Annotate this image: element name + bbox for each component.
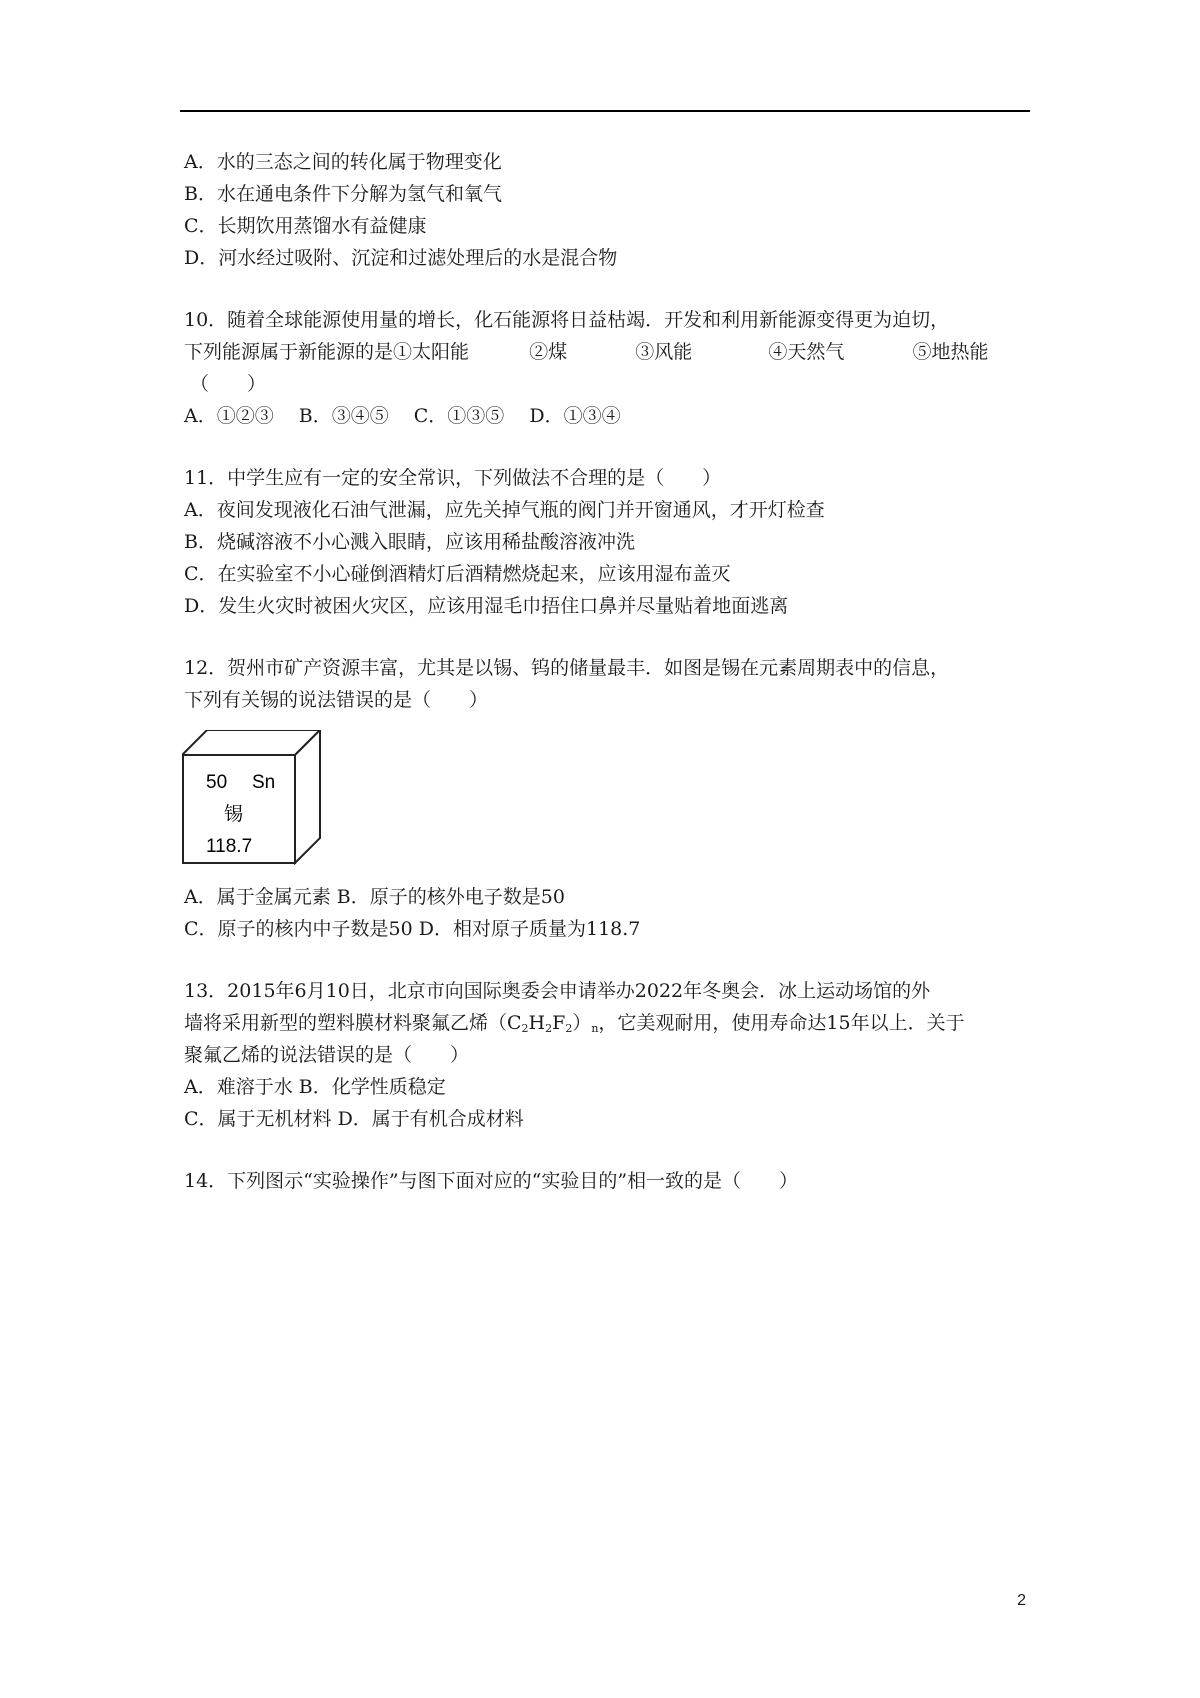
q9-option-b: B．水在通电条件下分解为氢气和氧气 [184,183,502,205]
header-rule [180,110,1030,112]
q12-options-line1: A．属于金属元素 B．原子的核外电子数是50 [184,886,565,908]
q10-options: A．①②③ B．③④⑤ C．①③⑤ D．①③④ [184,405,621,427]
q10-lead: 下列能源属于新能源的是①太阳能 [184,341,470,363]
q9-option-d: D．河水经过吸附、沉淀和过滤处理后的水是混合物 [184,247,618,269]
q10-stem-line1: 10．随着全球能源使用量的增长，化石能源将日益枯竭．开发和利用新能源变得更为迫切， [184,309,950,331]
page-number: 2 [1017,1592,1026,1609]
q11-option-d: D．发生火灾时被困火灾区，应该用湿毛巾捂住口鼻并尽量贴着地面逃离 [184,595,789,617]
q10-stem-line2 [184,340,988,364]
q14-stem: 14．下列图示“实验操作”与图下面对应的“实验目的”相一致的是（ ） [184,1170,799,1192]
q13-stem-line1: 13．2015年6月10日，北京市向国际奥委会申请举办2022年冬奥会．冰上运动场馆的外 [184,980,931,1002]
q10-item-5: ⑤地热能 [912,341,989,363]
q13-stem-line3: 聚氟乙烯的说法错误的是（ ） [184,1044,470,1066]
element-number: 50 [206,772,228,793]
q11-option-a: A．夜间发现液化石油气泄漏，应先关掉气瓶的阀门并开窗通风，才开灯检查 [184,499,825,521]
element-mass: 118.7 [206,836,253,857]
q12-options-line2: C．原子的核内中子数是50 D．相对原子质量为118.7 [184,918,641,940]
q12-stem-line1: 12．贺州市矿产资源丰富，尤其是以锡、钨的储量最丰．如图是锡在元素周期表中的信息， [184,657,950,679]
formula-sub-n: n [591,1022,599,1035]
q11-stem: 11．中学生应有一定的安全常识，下列做法不合理的是（ ） [184,467,722,489]
element-name: 锡 [224,803,244,825]
q13-line2-a: 墙将采用新型的塑料膜材料聚氟乙烯（C [184,1012,522,1034]
formula-sub-1: 2 [521,1022,529,1035]
q13-options-line2: C．属于无机材料 D．属于有机合成材料 [184,1108,524,1130]
formula-f: F [552,1012,566,1034]
formula-close: ） [572,1012,592,1034]
q11-option-b: B．烧碱溶液不小心溅入眼睛，应该用稀盐酸溶液冲洗 [184,531,635,553]
q10-answer-paren: （ ） [190,373,267,395]
q10-item-2: ②煤 [529,341,568,363]
q9-option-a: A．水的三态之间的转化属于物理变化 [184,151,502,173]
q10-item-4: ④天然气 [768,341,845,363]
q13-stem-line2 [184,1011,965,1041]
element-symbol: Sn [252,772,276,793]
tin-element-card [182,730,322,865]
formula-sub-3: 2 [565,1022,573,1035]
formula-h: H [528,1012,546,1034]
q9-option-c: C．长期饮用蒸馏水有益健康 [184,215,427,237]
formula-sub-2: 2 [545,1022,553,1035]
q12-stem-line2: 下列有关锡的说法错误的是（ ） [184,689,489,711]
q10-item-3: ③风能 [635,341,693,363]
q13-options-line1: A．难溶于水 B．化学性质稳定 [184,1076,446,1098]
q13-line2-b: ，它美观耐用，使用寿命达15年以上．关于 [598,1012,965,1034]
q11-option-c: C．在实验室不小心碰倒酒精灯后酒精燃烧起来，应该用湿布盖灭 [184,563,731,585]
